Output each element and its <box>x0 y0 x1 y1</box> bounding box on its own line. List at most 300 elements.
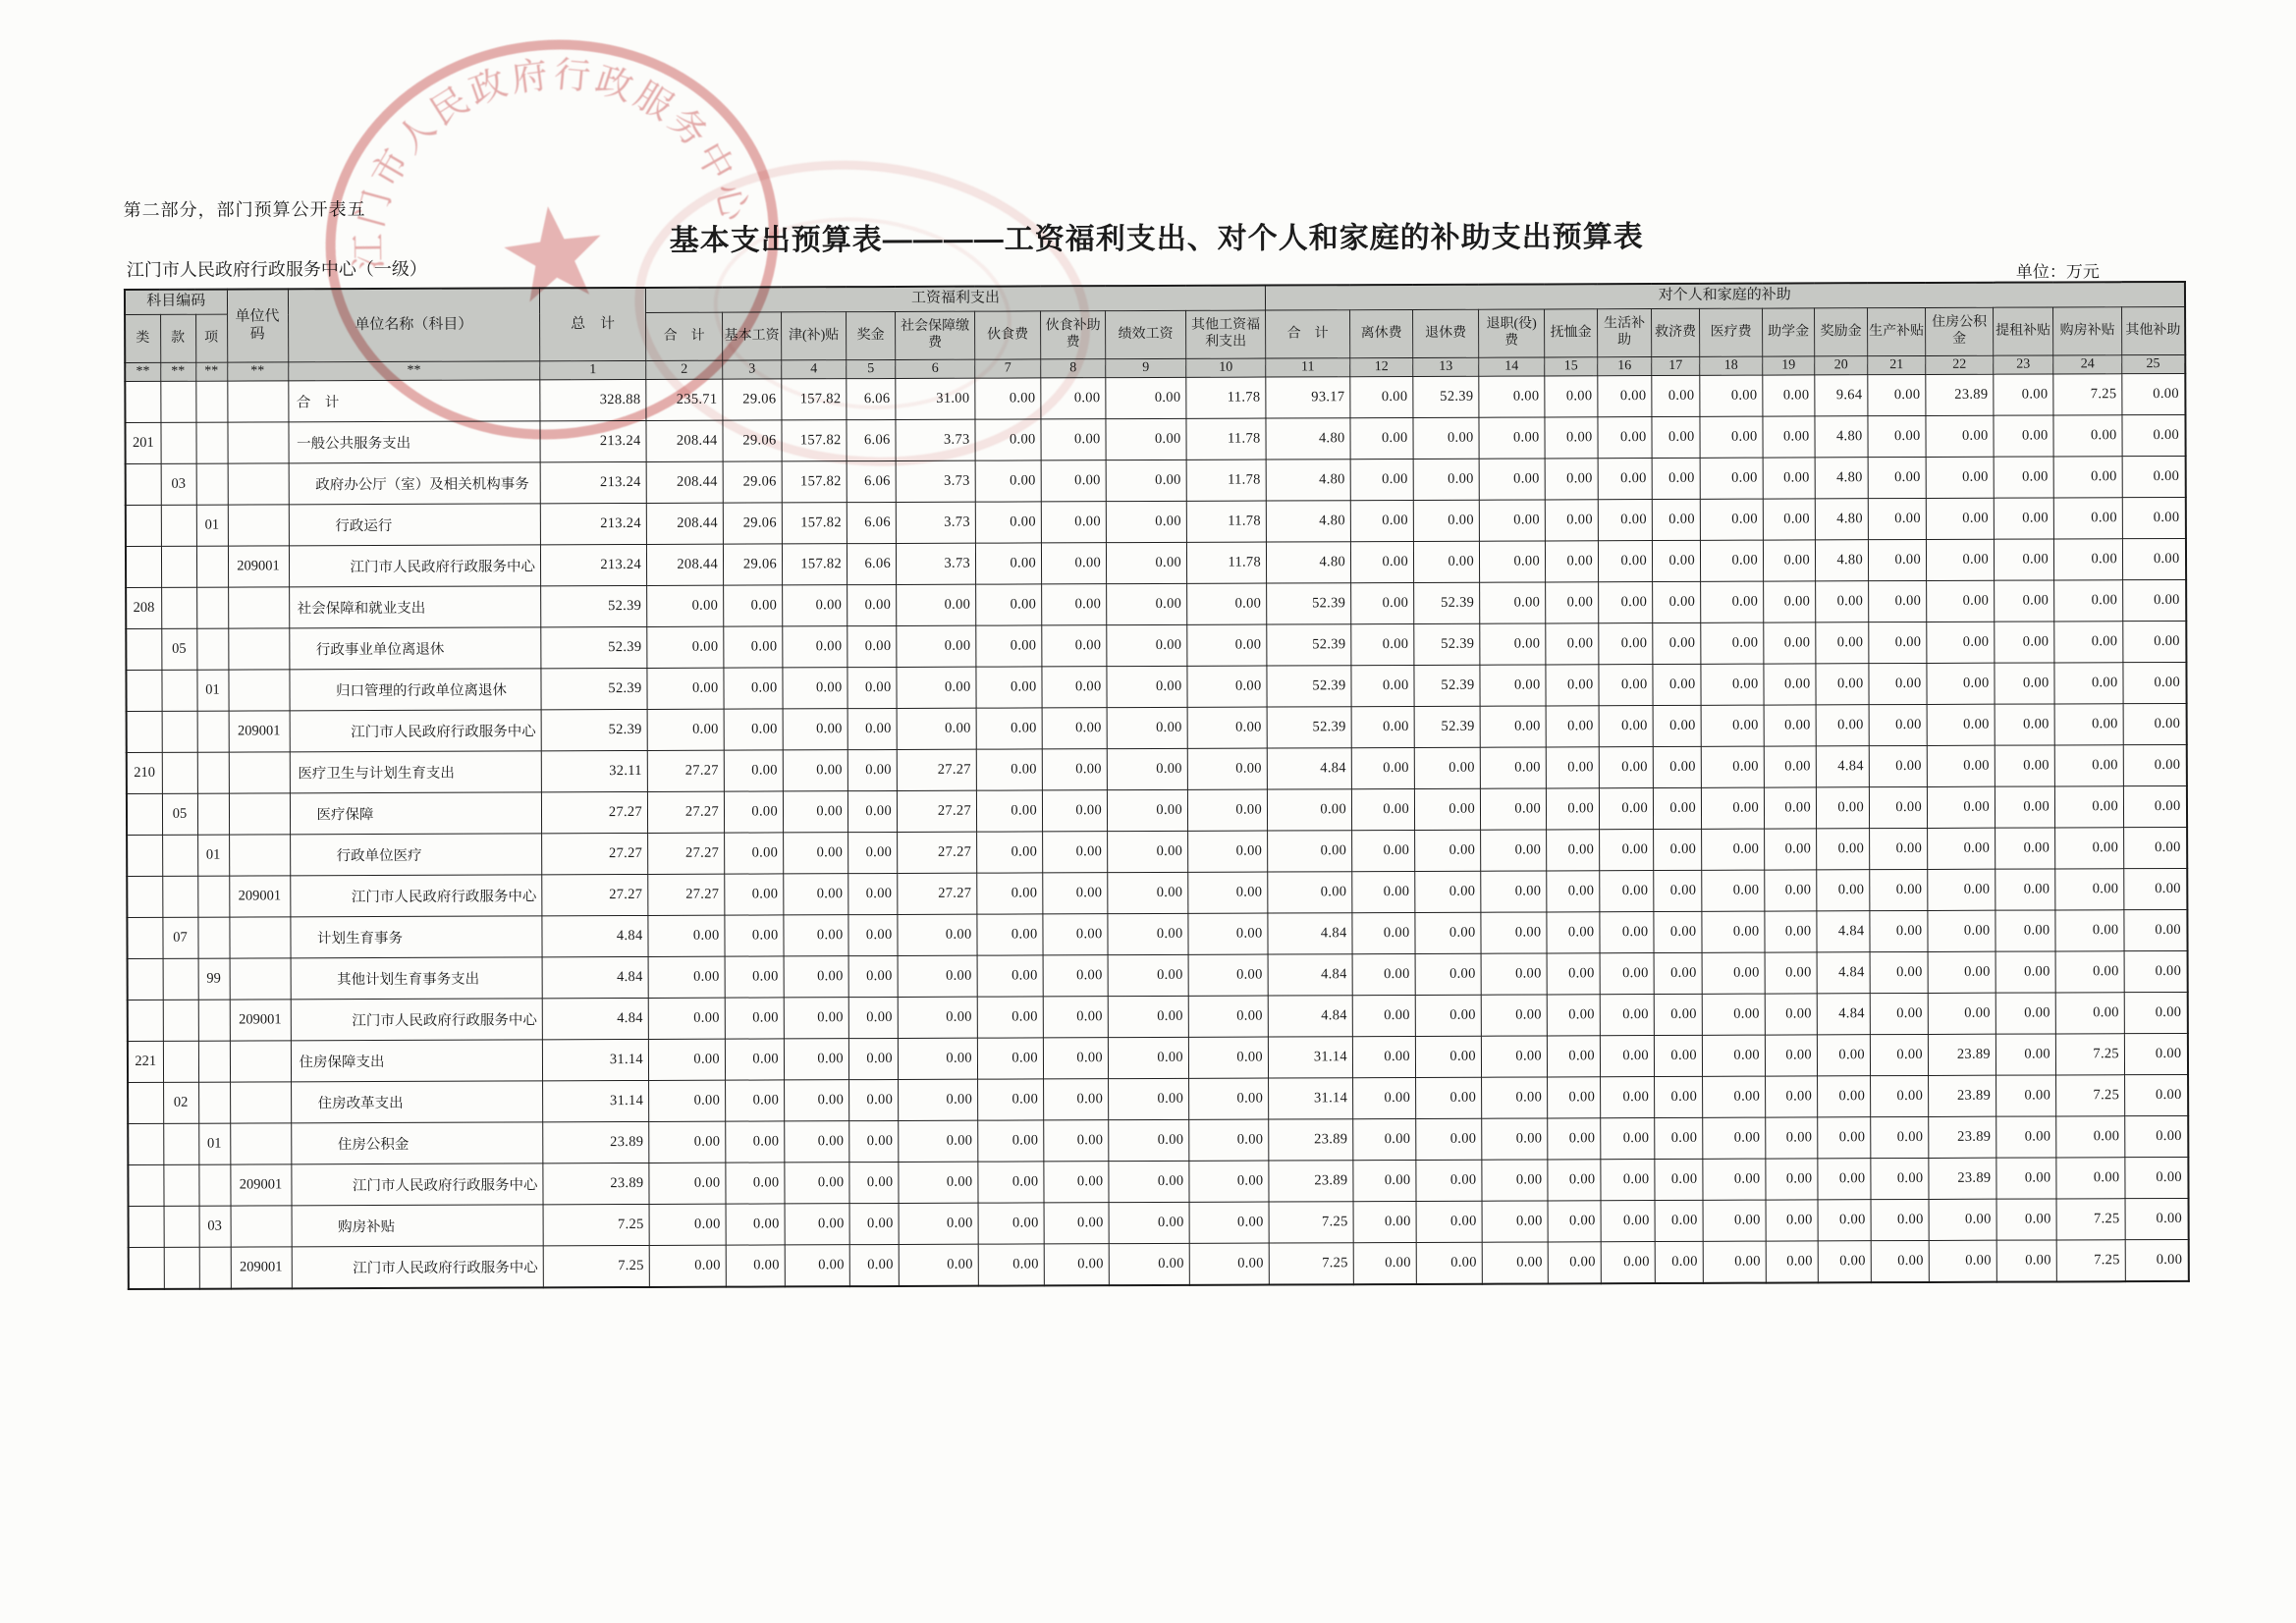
header-subsidy-col-3: 退职(役)费 <box>1479 309 1545 357</box>
value-cell-21: 0.00 <box>1868 457 1926 498</box>
value-cell-3: 29.06 <box>723 379 782 420</box>
value-cell-12: 0.00 <box>1350 541 1413 582</box>
value-cell-23: 0.00 <box>1995 993 2055 1034</box>
value-cell-19: 0.00 <box>1764 622 1816 664</box>
value-cell-20: 4.80 <box>1815 458 1868 499</box>
value-cell-10: 0.00 <box>1187 789 1267 831</box>
value-cell-5: 0.00 <box>849 1203 899 1244</box>
value-cell-3: 0.00 <box>725 998 784 1039</box>
column-code-9: 5 <box>847 359 896 378</box>
value-cell-16: 0.00 <box>1599 788 1653 830</box>
value-cell-14: 0.00 <box>1481 871 1547 912</box>
value-cell-24: 0.00 <box>2056 1158 2125 1199</box>
value-cell-6: 0.00 <box>898 997 977 1038</box>
value-cell-14: 0.00 <box>1482 1160 1548 1201</box>
column-code-6: 2 <box>646 360 723 379</box>
section-code-cell <box>161 546 196 587</box>
value-cell-25: 0.00 <box>2125 1157 2188 1198</box>
value-cell-14: 0.00 <box>1481 995 1547 1036</box>
value-cell-5: 0.00 <box>848 955 898 997</box>
value-cell-24: 0.00 <box>2054 745 2123 786</box>
value-cell-5: 6.06 <box>847 502 896 543</box>
column-code-20: 16 <box>1598 357 1652 376</box>
column-code-11: 7 <box>975 359 1041 378</box>
value-cell-18: 0.00 <box>1701 581 1764 622</box>
header-subject-code-col-0: 类 <box>125 314 160 362</box>
value-cell-1: 213.24 <box>540 503 646 544</box>
value-cell-18: 0.00 <box>1703 1159 1766 1200</box>
value-cell-14: 0.00 <box>1481 830 1547 871</box>
value-cell-22: 23.89 <box>1929 1075 1996 1116</box>
value-cell-16: 0.00 <box>1599 623 1653 665</box>
value-cell-8: 0.00 <box>1042 708 1107 749</box>
value-cell-1: 4.84 <box>542 915 648 956</box>
section-code-cell: 02 <box>163 1082 198 1123</box>
header-salary-col-3: 奖金 <box>847 311 896 359</box>
header-subsidy-col-14: 其他补助 <box>2122 306 2185 354</box>
column-code-17: 13 <box>1413 357 1479 376</box>
value-cell-13: 0.00 <box>1416 1160 1482 1201</box>
class-code-cell: 208 <box>126 587 161 628</box>
value-cell-12: 0.00 <box>1353 1118 1416 1160</box>
value-cell-9: 0.00 <box>1109 1243 1189 1285</box>
value-cell-4: 0.00 <box>783 626 847 668</box>
value-cell-20: 4.84 <box>1817 952 1870 994</box>
value-cell-6: 3.73 <box>896 419 975 460</box>
value-cell-17: 0.00 <box>1655 1117 1703 1159</box>
value-cell-24: 0.00 <box>2054 622 2123 663</box>
table-row <box>129 1239 2189 1289</box>
value-cell-10: 0.00 <box>1188 996 1268 1037</box>
value-cell-1: 52.39 <box>541 668 647 709</box>
section-code-cell <box>163 1000 198 1041</box>
subject-name-cell: 归口管理的行政单位离退休 <box>289 669 541 711</box>
value-cell-5: 0.00 <box>848 832 898 873</box>
section-code-cell: 05 <box>162 793 197 835</box>
subject-name-cell: 政府办公厅（室）及相关机构事务 <box>289 462 541 505</box>
value-cell-10: 0.00 <box>1188 1037 1268 1078</box>
item-code-cell: 01 <box>197 835 229 876</box>
value-cell-18: 0.00 <box>1703 1241 1766 1283</box>
value-cell-8: 0.00 <box>1042 749 1107 790</box>
value-cell-2: 0.00 <box>647 626 724 668</box>
value-cell-21: 0.00 <box>1869 622 1927 663</box>
value-cell-3: 0.00 <box>725 1039 784 1080</box>
value-cell-10: 0.00 <box>1188 872 1268 913</box>
value-cell-19: 0.00 <box>1763 540 1815 581</box>
value-cell-7: 0.00 <box>978 1162 1044 1203</box>
unit-code-cell: 209001 <box>230 1000 291 1041</box>
column-code-14: 10 <box>1186 358 1266 377</box>
value-cell-23: 0.00 <box>1994 415 2053 457</box>
value-cell-14: 0.00 <box>1479 376 1545 417</box>
value-cell-7: 0.00 <box>978 1203 1044 1244</box>
value-cell-23: 0.00 <box>1995 580 2054 622</box>
value-cell-15: 0.00 <box>1545 417 1598 459</box>
value-cell-13: 52.39 <box>1414 623 1480 665</box>
value-cell-7: 0.00 <box>977 1038 1043 1079</box>
value-cell-9: 0.00 <box>1108 996 1188 1037</box>
value-cell-23: 0.00 <box>1994 539 2053 580</box>
header-subsidy-col-7: 医疗费 <box>1700 308 1763 356</box>
header-subsidy-col-10: 生产补贴 <box>1868 307 1926 355</box>
column-code-12: 8 <box>1041 359 1106 378</box>
value-cell-20: 0.00 <box>1816 705 1869 746</box>
value-cell-11: 0.00 <box>1268 872 1352 913</box>
value-cell-3: 0.00 <box>726 1121 785 1163</box>
value-cell-1: 328.88 <box>540 379 646 420</box>
value-cell-10: 0.00 <box>1189 1161 1269 1202</box>
value-cell-17: 0.00 <box>1653 787 1701 829</box>
value-cell-9: 0.00 <box>1108 954 1188 996</box>
value-cell-8: 0.00 <box>1042 667 1107 708</box>
value-cell-22: 0.00 <box>1927 663 1995 704</box>
value-cell-6: 0.00 <box>897 708 976 749</box>
value-cell-5: 6.06 <box>847 419 896 460</box>
value-cell-21: 0.00 <box>1870 910 1928 951</box>
value-cell-5: 0.00 <box>849 1244 899 1286</box>
value-cell-4: 0.00 <box>784 833 848 874</box>
value-cell-13: 52.39 <box>1414 665 1480 706</box>
value-cell-17: 0.00 <box>1652 375 1700 416</box>
value-cell-13: 0.00 <box>1415 830 1481 871</box>
value-cell-8: 0.00 <box>1043 955 1108 997</box>
header-salary-welfare-group: 工资福利支出 <box>645 286 1265 313</box>
header-grand-total: 总 计 <box>539 288 645 361</box>
value-cell-2: 0.00 <box>647 709 724 750</box>
value-cell-3: 29.06 <box>723 503 782 544</box>
column-code-2: ** <box>195 362 227 381</box>
value-cell-6: 0.00 <box>897 625 976 667</box>
value-cell-15: 0.00 <box>1548 1118 1601 1160</box>
value-cell-17: 0.00 <box>1653 746 1701 787</box>
value-cell-1: 52.39 <box>541 709 647 750</box>
column-code-16: 12 <box>1350 357 1413 376</box>
value-cell-12: 0.00 <box>1350 500 1413 541</box>
value-cell-20: 4.84 <box>1817 994 1870 1035</box>
value-cell-1: 31.14 <box>542 1039 648 1080</box>
item-code-cell <box>196 463 228 505</box>
value-cell-16: 0.00 <box>1598 459 1652 500</box>
value-cell-25: 0.00 <box>2122 497 2185 538</box>
item-code-cell <box>198 1164 230 1206</box>
value-cell-10: 11.78 <box>1186 418 1266 460</box>
value-cell-5: 0.00 <box>848 873 898 914</box>
value-cell-13: 0.00 <box>1416 1242 1482 1284</box>
header-subsidy-col-13: 购房补贴 <box>2053 307 2122 355</box>
value-cell-2: 27.27 <box>647 750 724 791</box>
value-cell-20: 0.00 <box>1818 1117 1871 1159</box>
value-cell-7: 0.00 <box>977 873 1043 914</box>
unit-code-cell <box>230 1123 291 1164</box>
value-cell-10: 0.00 <box>1189 1119 1269 1161</box>
value-cell-6: 0.00 <box>899 1162 978 1203</box>
value-cell-17: 0.00 <box>1655 1159 1703 1200</box>
value-cell-14: 0.00 <box>1480 706 1546 747</box>
item-code-cell <box>197 793 229 835</box>
value-cell-6: 0.00 <box>898 914 977 955</box>
value-cell-10: 0.00 <box>1187 666 1267 707</box>
unit-code-cell <box>230 958 291 1000</box>
value-cell-1: 52.39 <box>541 585 647 626</box>
value-cell-20: 0.00 <box>1817 829 1870 870</box>
value-cell-17: 0.00 <box>1652 540 1700 581</box>
unit-code-cell <box>227 381 288 422</box>
value-cell-19: 0.00 <box>1763 458 1815 499</box>
value-cell-8: 0.00 <box>1043 1038 1108 1079</box>
subject-name-cell: 住房改革支出 <box>291 1081 543 1123</box>
value-cell-14: 0.00 <box>1481 1036 1547 1077</box>
value-cell-21: 0.00 <box>1869 663 1927 704</box>
value-cell-18: 0.00 <box>1702 829 1765 870</box>
value-cell-23: 0.00 <box>1994 498 2053 539</box>
value-cell-7: 0.00 <box>975 460 1041 502</box>
header-subsidy-col-2: 退休费 <box>1413 309 1479 357</box>
value-cell-22: 0.00 <box>1927 704 1995 745</box>
value-cell-5: 6.06 <box>847 460 896 502</box>
value-cell-22: 23.89 <box>1929 1116 1996 1158</box>
value-cell-9: 0.00 <box>1107 789 1187 831</box>
value-cell-10: 0.00 <box>1187 583 1267 624</box>
subject-name-cell: 住房公积金 <box>291 1122 543 1164</box>
value-cell-18: 0.00 <box>1700 416 1763 458</box>
value-cell-25: 0.00 <box>2125 1198 2188 1239</box>
section-code-cell <box>161 670 196 711</box>
value-cell-13: 0.00 <box>1415 953 1481 995</box>
column-code-15: 11 <box>1266 358 1350 377</box>
unit-code-cell <box>228 670 289 711</box>
header-salary-col-7: 绩效工资 <box>1106 310 1186 358</box>
value-cell-12: 0.00 <box>1351 582 1414 623</box>
class-code-cell <box>128 958 163 1000</box>
value-cell-22: 0.00 <box>1928 869 1995 910</box>
value-cell-18: 0.00 <box>1702 952 1765 994</box>
item-code-cell: 03 <box>199 1206 231 1247</box>
value-cell-7: 0.00 <box>978 1079 1044 1120</box>
value-cell-5: 0.00 <box>847 625 897 667</box>
value-cell-12: 0.00 <box>1353 1077 1416 1118</box>
value-cell-19: 0.00 <box>1766 1076 1818 1117</box>
value-cell-25: 0.00 <box>2122 414 2185 456</box>
subject-name-cell: 医疗保障 <box>290 792 542 835</box>
value-cell-9: 0.00 <box>1107 583 1187 624</box>
value-cell-22: 0.00 <box>1927 745 1995 786</box>
value-cell-17: 0.00 <box>1652 458 1700 499</box>
value-cell-22: 0.00 <box>1929 1240 1996 1282</box>
value-cell-15: 0.00 <box>1546 747 1599 788</box>
value-cell-2: 208.44 <box>646 461 723 503</box>
item-code-cell <box>197 876 229 917</box>
value-cell-10: 11.78 <box>1186 501 1266 542</box>
column-code-28: 24 <box>2053 355 2122 374</box>
subject-name-cell: 行政事业单位离退休 <box>289 627 541 670</box>
value-cell-1: 31.14 <box>543 1080 649 1121</box>
value-cell-1: 4.84 <box>542 998 648 1039</box>
item-code-cell: 01 <box>196 670 228 711</box>
value-cell-5: 0.00 <box>849 1162 899 1203</box>
value-cell-9: 0.00 <box>1106 418 1186 460</box>
value-cell-24: 0.00 <box>2054 580 2123 622</box>
value-cell-16: 0.00 <box>1600 830 1654 871</box>
value-cell-2: 0.00 <box>649 1121 726 1163</box>
value-cell-16: 0.00 <box>1601 1242 1655 1284</box>
value-cell-12: 0.00 <box>1352 995 1415 1036</box>
header-subject-code-group: 科目编码 <box>125 290 227 315</box>
value-cell-12: 0.00 <box>1351 623 1414 665</box>
value-cell-7: 0.00 <box>975 378 1041 419</box>
value-cell-8: 0.00 <box>1043 997 1108 1038</box>
value-cell-14: 0.00 <box>1480 665 1546 706</box>
value-cell-21: 0.00 <box>1868 374 1926 415</box>
value-cell-7: 0.00 <box>977 955 1043 997</box>
value-cell-18: 0.00 <box>1701 746 1764 787</box>
value-cell-1: 213.24 <box>540 544 646 585</box>
budget-table-header <box>125 282 2185 382</box>
value-cell-23: 0.00 <box>1995 622 2054 663</box>
value-cell-22: 0.00 <box>1926 498 1994 539</box>
item-code-cell <box>196 546 228 587</box>
item-code-cell <box>197 917 229 958</box>
value-cell-2: 0.00 <box>648 998 725 1039</box>
value-cell-10: 0.00 <box>1188 954 1268 996</box>
value-cell-22: 0.00 <box>1926 415 1994 457</box>
value-cell-24: 0.00 <box>2055 910 2124 951</box>
value-cell-15: 0.00 <box>1545 500 1598 541</box>
value-cell-20: 0.00 <box>1818 1159 1871 1200</box>
value-cell-15: 0.00 <box>1548 1242 1601 1284</box>
value-cell-7: 0.00 <box>977 832 1043 873</box>
value-cell-17: 0.00 <box>1653 705 1701 746</box>
value-cell-22: 0.00 <box>1927 622 1995 663</box>
value-cell-7: 0.00 <box>976 667 1042 708</box>
value-cell-9: 0.00 <box>1106 542 1186 583</box>
value-cell-19: 0.00 <box>1765 911 1817 952</box>
value-cell-8: 0.00 <box>1041 378 1106 419</box>
value-cell-13: 0.00 <box>1416 1077 1482 1118</box>
value-cell-15: 0.00 <box>1548 1160 1601 1201</box>
value-cell-8: 0.00 <box>1041 543 1106 584</box>
value-cell-18: 0.00 <box>1701 664 1764 705</box>
value-cell-25: 0.00 <box>2124 950 2187 992</box>
value-cell-15: 0.00 <box>1547 830 1600 871</box>
value-cell-1: 52.39 <box>541 626 647 668</box>
value-cell-8: 0.00 <box>1042 790 1107 832</box>
value-cell-1: 213.24 <box>540 420 646 461</box>
value-cell-8: 0.00 <box>1041 502 1106 543</box>
value-cell-11: 0.00 <box>1268 831 1352 872</box>
value-cell-10: 11.78 <box>1186 460 1266 501</box>
value-cell-24: 0.00 <box>2053 539 2122 580</box>
value-cell-16: 0.00 <box>1600 953 1654 995</box>
value-cell-12: 0.00 <box>1352 871 1415 912</box>
column-code-18: 14 <box>1479 357 1545 376</box>
value-cell-16: 0.00 <box>1599 582 1653 623</box>
value-cell-2: 27.27 <box>647 791 724 833</box>
value-cell-14: 0.00 <box>1482 1118 1548 1160</box>
value-cell-3: 0.00 <box>726 1204 785 1245</box>
section-code-cell: 07 <box>162 917 197 958</box>
value-cell-25: 0.00 <box>2122 373 2185 414</box>
organization-label: 江门市人民政府行政服务中心（一级） <box>126 258 427 280</box>
value-cell-22: 0.00 <box>1928 951 1995 993</box>
value-cell-20: 4.84 <box>1816 746 1869 787</box>
value-cell-10: 0.00 <box>1189 1078 1269 1119</box>
unit-code-cell <box>229 793 290 835</box>
section-code-cell <box>163 958 198 1000</box>
value-cell-21: 0.00 <box>1869 580 1927 622</box>
subject-name-cell: 江门市人民政府行政服务中心 <box>291 999 543 1041</box>
value-cell-4: 0.00 <box>784 915 848 956</box>
value-cell-24: 7.25 <box>2056 1240 2125 1282</box>
value-cell-10: 0.00 <box>1188 831 1268 872</box>
value-cell-7: 0.00 <box>975 502 1041 543</box>
unit-code-cell: 209001 <box>229 876 290 917</box>
value-cell-4: 0.00 <box>785 1121 849 1163</box>
value-cell-22: 0.00 <box>1928 993 1995 1034</box>
value-cell-24: 7.25 <box>2055 1034 2124 1075</box>
value-cell-1: 32.11 <box>541 750 647 791</box>
value-cell-4: 0.00 <box>784 874 848 915</box>
value-cell-19: 0.00 <box>1763 375 1815 416</box>
value-cell-10: 11.78 <box>1186 377 1266 418</box>
value-cell-23: 0.00 <box>1996 1199 2056 1240</box>
section-code-cell <box>161 505 196 546</box>
value-cell-5: 0.00 <box>849 1120 899 1162</box>
column-code-26: 22 <box>1926 355 1994 374</box>
value-cell-3: 0.00 <box>725 833 784 874</box>
value-cell-17: 0.00 <box>1654 829 1702 870</box>
value-cell-1: 27.27 <box>542 874 648 915</box>
value-cell-21: 0.00 <box>1871 1158 1929 1199</box>
value-cell-23: 0.00 <box>1996 1158 2056 1199</box>
value-cell-23: 0.00 <box>1996 1240 2056 1282</box>
value-cell-24: 0.00 <box>2054 704 2123 745</box>
item-code-cell <box>199 1247 231 1289</box>
value-cell-9: 0.00 <box>1107 748 1187 789</box>
value-cell-11: 52.39 <box>1267 624 1351 666</box>
value-cell-6: 0.00 <box>897 584 976 625</box>
value-cell-25: 0.00 <box>2125 1239 2188 1281</box>
value-cell-3: 0.00 <box>724 668 783 709</box>
class-code-cell <box>127 835 162 876</box>
class-code-cell <box>125 381 160 422</box>
value-cell-8: 0.00 <box>1043 873 1108 914</box>
value-cell-17: 0.00 <box>1653 664 1701 705</box>
item-code-cell: 99 <box>198 958 230 1000</box>
value-cell-7: 0.00 <box>977 914 1043 955</box>
page-title: 基本支出预算表————工资福利支出、对个人和家庭的补助支出预算表 <box>669 221 1644 257</box>
item-code-cell <box>198 1000 230 1041</box>
value-cell-8: 0.00 <box>1041 419 1106 460</box>
header-subsidy-col-12: 提租补贴 <box>1994 307 2053 355</box>
value-cell-6: 0.00 <box>899 1244 978 1286</box>
value-cell-2: 208.44 <box>646 503 723 544</box>
value-cell-15: 0.00 <box>1545 376 1598 417</box>
value-cell-8: 0.00 <box>1044 1162 1109 1203</box>
value-cell-9: 0.00 <box>1109 1161 1189 1202</box>
value-cell-7: 0.00 <box>976 584 1042 625</box>
column-code-3: ** <box>227 362 288 381</box>
value-cell-4: 0.00 <box>785 1245 849 1287</box>
value-cell-3: 0.00 <box>724 626 783 668</box>
unit-of-measure-label: 单位：万元 <box>2015 262 2100 282</box>
value-cell-12: 0.00 <box>1350 459 1413 500</box>
value-cell-9: 0.00 <box>1109 1202 1189 1243</box>
value-cell-24: 0.00 <box>2054 663 2123 704</box>
value-cell-8: 0.00 <box>1043 832 1108 873</box>
section-code-cell <box>164 1206 199 1247</box>
value-cell-15: 0.00 <box>1548 1201 1601 1242</box>
